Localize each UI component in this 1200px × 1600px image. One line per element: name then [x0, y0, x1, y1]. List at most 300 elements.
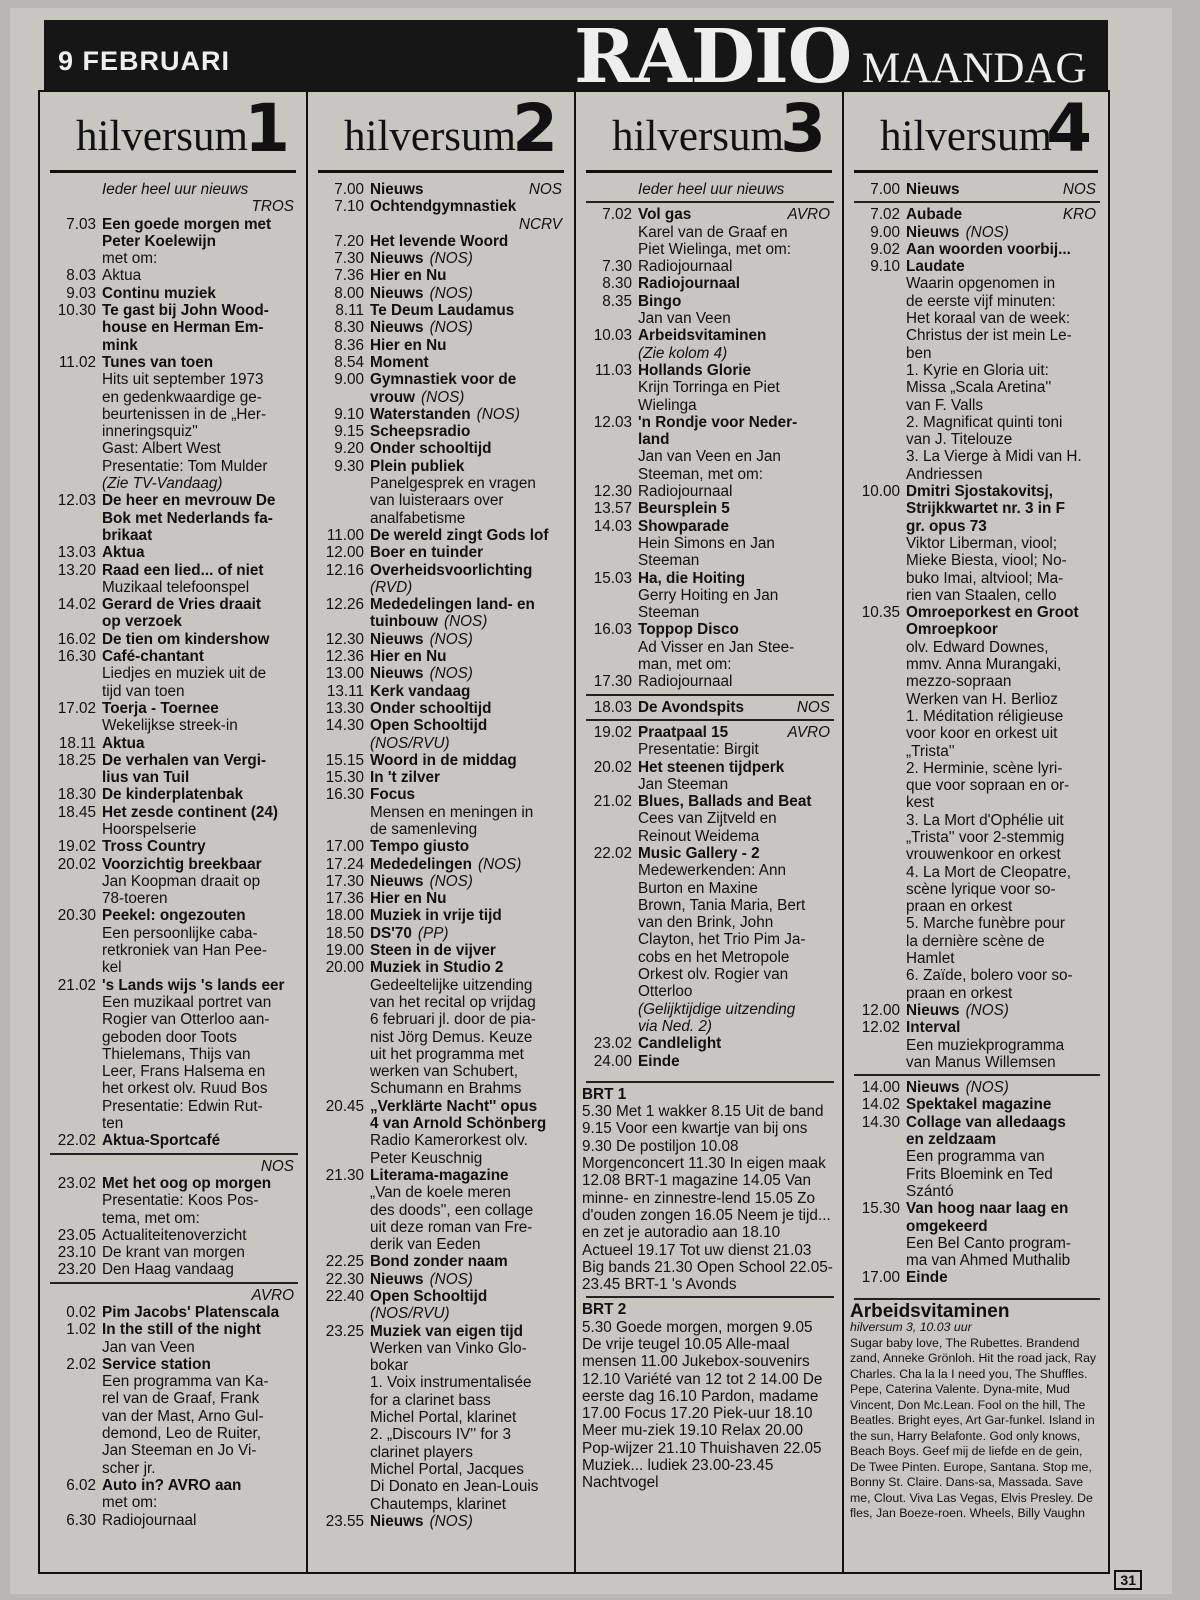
program-time: [850, 812, 906, 829]
program-time: 17.00: [861, 1269, 900, 1287]
program-text: Hits uit september 1973: [102, 371, 264, 389]
program-time: [46, 389, 102, 406]
program-line: [46, 579, 298, 596]
program-line: [582, 699, 834, 716]
program-text: Van hoog naar laag en: [906, 1200, 1069, 1218]
program-time: 9.30: [334, 457, 364, 475]
program-line: [314, 475, 566, 492]
program-line: [582, 379, 834, 396]
program-text: Wekelijkse streek-in: [102, 717, 238, 735]
program-line: [850, 483, 1100, 500]
program-time: 12.30: [593, 483, 632, 501]
program-text: Nieuws (NOS): [370, 1512, 473, 1530]
program-time: [582, 862, 638, 879]
program-text: Aubade KRO: [906, 206, 1096, 224]
program-time: [46, 527, 102, 544]
program-line: [46, 440, 298, 457]
program-line: [582, 1018, 834, 1035]
program-time: [850, 760, 906, 777]
program-line: [582, 345, 834, 362]
program-text: Te gast bij John Wood-: [102, 302, 269, 320]
program-text: Nieuws NOS: [906, 181, 1096, 198]
program-line: [582, 414, 834, 431]
program-time: 16.30: [325, 786, 364, 804]
program-line: [850, 587, 1100, 604]
program-text: Missa „Scala Aretina'': [906, 379, 1052, 397]
program-text: nist Jörg Demus. Keuze: [370, 1028, 533, 1046]
program-line: [314, 1150, 566, 1167]
program-text: derik van Eeden: [370, 1236, 481, 1254]
program-line: [850, 1166, 1100, 1183]
program-line: [46, 1408, 298, 1425]
program-time: 13.00: [325, 665, 364, 683]
program-line: [850, 181, 1100, 198]
program-time: [850, 673, 906, 690]
program-text: van luisteraars over: [370, 492, 504, 510]
program-text: Hein Simons en Jan: [638, 534, 775, 552]
program-text: uit deze roman van Fre-: [370, 1218, 533, 1236]
program-line: [46, 1046, 298, 1063]
program-line: [314, 440, 566, 457]
program-line: [850, 431, 1100, 448]
program-text: Radio Kamerorkest olv.: [370, 1132, 528, 1150]
program-line: [850, 794, 1100, 811]
program-time: [850, 639, 906, 656]
program-time: [582, 966, 638, 983]
program-time: [850, 275, 906, 292]
broadcaster-tag: (NOS): [421, 388, 465, 406]
broadcaster-tag: (NOS): [965, 1079, 1009, 1097]
program-text: mezzo-sopraan: [906, 673, 1012, 691]
program-line: [850, 379, 1100, 396]
program-time: [46, 925, 102, 942]
program-time: [314, 1478, 370, 1495]
divider: [586, 201, 834, 203]
column-hilversum-3: [574, 90, 842, 1574]
program-text: In the still of the night: [102, 1321, 261, 1339]
program-line: [46, 752, 298, 769]
program-line: [582, 810, 834, 827]
broadcaster-tag: NOS: [1062, 181, 1096, 198]
program-line: [850, 241, 1100, 258]
program-time: [314, 1202, 370, 1219]
program-text: Einde: [638, 1052, 680, 1070]
program-time: 20.45: [325, 1097, 364, 1115]
program-time: [850, 1252, 906, 1269]
program-line: [46, 821, 298, 838]
program-time: 1.02: [66, 1321, 96, 1339]
program-line: [314, 856, 566, 873]
program-line: [850, 967, 1100, 984]
program-time: [46, 423, 102, 440]
program-text: Gerry Hoiting en Jan: [638, 586, 779, 604]
program-text: Jan van Veen en Jan: [638, 448, 781, 466]
program-time: [46, 475, 102, 492]
program-time: 18.11: [58, 734, 96, 752]
program-time: [46, 717, 102, 734]
program-text: Burton en Maxine: [638, 879, 758, 897]
program-time: 23.25: [325, 1322, 364, 1340]
program-line: [314, 631, 566, 648]
banner-date: 9 FEBRUARI: [58, 46, 231, 76]
program-text: en gedenkwaardige ge-: [102, 388, 262, 406]
program-line: [314, 527, 566, 544]
program-line: [314, 700, 566, 717]
program-time: [582, 604, 638, 621]
page-number: 31: [1114, 1570, 1142, 1590]
program-line: [46, 890, 298, 907]
program-line: [314, 1496, 566, 1513]
program-line: [582, 224, 834, 241]
program-line: [314, 1132, 566, 1149]
program-text: De krant van morgen: [102, 1244, 245, 1262]
program-text: Onder schooltijd: [370, 440, 492, 458]
program-line: [850, 258, 1100, 275]
program-line: [46, 1373, 298, 1390]
program-text: rel van de Graaf, Frank: [102, 1390, 260, 1408]
program-time: 14.00: [861, 1079, 900, 1097]
program-time: 15.15: [325, 751, 364, 769]
program-time: 7.00: [870, 181, 900, 198]
program-line: [46, 907, 298, 924]
program-time: [582, 897, 638, 914]
program-line: [46, 1063, 298, 1080]
program-line: [46, 1287, 298, 1304]
program-time: [582, 639, 638, 656]
program-time: 22.02: [57, 1132, 96, 1150]
program-time: 18.25: [57, 751, 96, 769]
program-text: Werken van H. Berlioz: [906, 690, 1058, 708]
program-text: 2. Magnificat quinti toni: [906, 413, 1063, 431]
program-time: [582, 741, 638, 758]
program-text: Het levende Woord: [370, 232, 509, 250]
program-time: [46, 890, 102, 907]
program-line: [850, 777, 1100, 794]
program-time: [850, 1054, 906, 1071]
program-line: [582, 724, 834, 741]
program-text: van der Mast, Arno Gul-: [102, 1407, 264, 1425]
program-text: Literama-magazine: [370, 1166, 509, 1184]
program-time: [582, 914, 638, 931]
program-time: [46, 1460, 102, 1477]
program-time: 13.11: [326, 682, 364, 700]
program-time: [582, 656, 638, 673]
program-text: de samenleving: [370, 820, 478, 838]
program-line: [582, 518, 834, 535]
program-text: Ochtendgymnastiek: [370, 198, 517, 216]
program-text: Een Bel Canto program-: [906, 1234, 1071, 1252]
program-line: [850, 466, 1100, 483]
program-line: [46, 406, 298, 423]
broadcaster-tag: (NOS): [443, 613, 488, 631]
program-text: Het zesde continent (24): [102, 803, 278, 821]
program-line: [850, 397, 1100, 414]
program-time: [46, 1390, 102, 1407]
program-text: Tempo giusto: [370, 838, 470, 856]
program-time: 20.02: [57, 855, 96, 873]
program-time: 16.03: [593, 621, 632, 639]
program-text: Muziek van eigen tijd: [370, 1322, 523, 1340]
column-header: [318, 90, 564, 173]
program-time: [46, 769, 102, 786]
program-text: Woord in de middag: [370, 751, 517, 769]
program-text: Clayton, het Trio Pim Ja-: [638, 931, 806, 949]
program-time: 17.36: [325, 890, 364, 908]
program-text: (RVD): [370, 578, 413, 596]
program-time: [46, 579, 102, 596]
program-line: [850, 673, 1100, 690]
program-time: [314, 1374, 370, 1391]
program-line: [46, 1210, 298, 1227]
program-text: Peekel: ongezouten: [102, 907, 246, 925]
divider: [854, 201, 1100, 203]
program-line: [850, 829, 1100, 846]
program-text: 4 van Arnold Schönberg: [370, 1115, 547, 1133]
program-text: Moment: [370, 353, 429, 371]
program-text: Christus der ist mein Le-: [906, 327, 1072, 345]
program-line: [582, 327, 834, 344]
program-time: [314, 1496, 370, 1513]
program-line: [314, 1323, 566, 1340]
program-text: De verhalen van Vergi-: [102, 751, 267, 769]
program-text: Spektakel magazine: [906, 1096, 1052, 1114]
program-text: Steen in de vijver: [370, 942, 496, 960]
program-text: Brown, Tania Maria, Bert: [638, 896, 806, 914]
broadcaster-tag: (NOS): [429, 1512, 473, 1530]
program-line: [46, 769, 298, 786]
program-line: [46, 1175, 298, 1192]
program-line: [314, 1426, 566, 1443]
program-time: [850, 829, 906, 846]
program-time: [850, 915, 906, 932]
program-text: 1. Voix instrumentalisée: [370, 1374, 532, 1392]
program-text: Ieder heel uur nieuws: [102, 181, 249, 198]
program-text: Jan Steeman en Jo Vi-: [102, 1442, 257, 1460]
program-time: 12.30: [325, 630, 364, 648]
station-number: 4: [1046, 90, 1092, 167]
divider: [586, 1081, 834, 1083]
program-line: [46, 181, 298, 198]
program-text: Presentatie: Birgit: [638, 741, 759, 759]
program-line: [46, 1460, 298, 1477]
program-text: „Verklärte Nacht'' opus: [370, 1097, 538, 1115]
program-time: [850, 310, 906, 327]
program-time: 20.30: [57, 907, 96, 925]
program-text: mmv. Anna Murangaki,: [906, 656, 1062, 674]
program-text: Chautemps, klarinet: [370, 1495, 507, 1513]
program-text: Werken van Vinko Glo-: [370, 1339, 527, 1357]
program-text: Michel Portal, Jacques: [370, 1460, 524, 1478]
program-text: Open Schooltijd: [370, 717, 488, 735]
program-time: [314, 735, 370, 752]
program-time: 7.30: [602, 258, 632, 276]
program-line: [582, 483, 834, 500]
program-text: met om:: [102, 250, 158, 268]
program-list: [308, 173, 574, 1530]
program-time: [850, 794, 906, 811]
program-text: Liedjes en muziek uit de: [102, 665, 267, 683]
program-time: 18.45: [57, 803, 96, 821]
program-text: „Trista'' voor 2-stemmig: [906, 828, 1065, 846]
program-text: 78-toeren: [102, 890, 168, 908]
program-time: 7.10: [334, 198, 364, 216]
program-time: [314, 1115, 370, 1132]
program-time: 14.30: [861, 1113, 900, 1131]
program-text: vrouw (NOS): [370, 388, 465, 406]
program-time: 8.35: [602, 292, 632, 310]
program-text: Piet Wielinga, met om:: [638, 240, 792, 258]
program-text: Gedeeltelijke uitzending: [370, 976, 533, 994]
program-text: Aktua-Sportcafé: [102, 1132, 221, 1150]
program-time: [850, 725, 906, 742]
program-time: [46, 1494, 102, 1511]
program-time: 6.02: [66, 1476, 96, 1494]
program-text: scène lyrique voor so-: [906, 880, 1056, 898]
program-line: [582, 914, 834, 931]
program-text: De heer en mevrouw De: [102, 492, 276, 510]
program-text: Een muzikaal portret van: [102, 993, 272, 1011]
program-line: [850, 639, 1100, 656]
program-line: [46, 873, 298, 890]
program-line: [850, 414, 1100, 431]
program-time: 19.00: [325, 942, 364, 960]
program-list: [844, 173, 1108, 1287]
program-line: [850, 1269, 1100, 1286]
column-hilversum-2: [306, 90, 574, 1574]
program-line: [850, 656, 1100, 673]
program-line: [46, 1356, 298, 1373]
broadcaster-tag: (NOS): [429, 872, 473, 890]
program-time: [314, 579, 370, 596]
program-line: [314, 596, 566, 613]
program-text: Thielemans, Thijs van: [102, 1045, 251, 1063]
program-line: [46, 458, 298, 475]
program-time: [582, 587, 638, 604]
program-line: [314, 1392, 566, 1409]
program-time: [314, 1461, 370, 1478]
program-time: 9.10: [870, 258, 900, 276]
program-line: [46, 1080, 298, 1097]
program-text: Ha, die Hoiting: [638, 569, 746, 587]
program-time: [46, 1063, 102, 1080]
program-time: [850, 967, 906, 984]
program-text: 6. Zaïde, bolero voor so-: [906, 967, 1073, 985]
program-time: [314, 1184, 370, 1201]
program-text: praan en orkest: [906, 984, 1013, 1002]
program-text: AVRO: [251, 1286, 294, 1304]
program-time: [850, 691, 906, 708]
program-time: 17.02: [57, 699, 96, 717]
program-text: Onder schooltijd: [370, 699, 492, 717]
divider: [586, 1296, 834, 1298]
program-time: [850, 448, 906, 465]
program-time: [850, 500, 906, 517]
program-line: [314, 683, 566, 700]
program-time: 23.02: [57, 1174, 96, 1192]
program-time: [46, 458, 102, 475]
program-time: 9.10: [334, 405, 364, 423]
program-text: ben: [906, 344, 932, 362]
program-time: [582, 810, 638, 827]
program-time: [582, 431, 638, 448]
program-time: [582, 1001, 638, 1018]
program-line: [314, 216, 566, 233]
program-text: Bingo: [638, 292, 682, 310]
brt1-title: BRT 1: [582, 1085, 627, 1103]
program-time: [314, 1236, 370, 1253]
program-time: [850, 570, 906, 587]
program-text: Dmitri Sjostakovitsj,: [906, 483, 1054, 501]
program-line: [46, 319, 298, 336]
program-text: van Manus Willemsen: [906, 1053, 1056, 1071]
program-line: [850, 1019, 1100, 1036]
program-line: [46, 1011, 298, 1028]
program-text: Focus: [370, 786, 416, 804]
program-text: des doods'', een collage: [370, 1201, 534, 1219]
program-text: olv. Edward Downes,: [906, 638, 1049, 656]
program-time: [582, 949, 638, 966]
program-line: [850, 1200, 1100, 1217]
program-time: [582, 828, 638, 845]
program-text: omgekeerd: [906, 1217, 988, 1235]
program-line: [582, 275, 834, 292]
program-line: [850, 1114, 1100, 1131]
program-text: Arbeidsvitaminen: [638, 327, 767, 345]
program-line: [850, 1079, 1100, 1096]
program-line: [46, 198, 298, 215]
program-line: [314, 1478, 566, 1495]
program-text: Nieuws (NOS): [906, 223, 1009, 241]
program-line: [46, 233, 298, 250]
program-line: [314, 302, 566, 319]
program-line: [314, 769, 566, 786]
program-line: [46, 1442, 298, 1459]
program-line: [850, 881, 1100, 898]
program-time: 13.03: [57, 544, 96, 562]
banner-radio: RADIO: [574, 14, 852, 100]
program-text: Peter Koelewijn: [102, 232, 216, 250]
program-line: [314, 959, 566, 976]
program-text: Radiojournaal: [638, 483, 733, 501]
program-time: 8.00: [334, 284, 364, 302]
program-time: 9.03: [66, 284, 96, 302]
program-text: Te Deum Laudamus: [370, 302, 515, 320]
divider: [586, 694, 834, 696]
program-line: [582, 983, 834, 1000]
program-text: Hollands Glorie: [638, 361, 752, 379]
program-text: „Van de koele meren: [370, 1184, 511, 1202]
program-text: Hier en Nu: [370, 267, 447, 285]
broadcaster-tag: AVRO: [787, 206, 830, 224]
program-line: [582, 656, 834, 673]
program-text: rien van Staalen, cello: [906, 586, 1057, 604]
program-time: 14.03: [593, 517, 632, 535]
program-text: Strijkkwartet nr. 3 in F: [906, 500, 1065, 518]
program-time: 11.03: [594, 361, 632, 379]
program-text: Kerk vandaag: [370, 682, 471, 700]
program-line: [314, 319, 566, 336]
program-time: [850, 898, 906, 915]
program-time: [46, 1115, 102, 1132]
program-text: tema, met om:: [102, 1209, 200, 1227]
program-time: [582, 345, 638, 362]
program-time: [582, 552, 638, 569]
program-time: 22.02: [593, 844, 632, 862]
program-line: [582, 949, 834, 966]
program-line: [46, 1339, 298, 1356]
program-time: [850, 881, 906, 898]
program-time: 8.54: [334, 353, 364, 371]
